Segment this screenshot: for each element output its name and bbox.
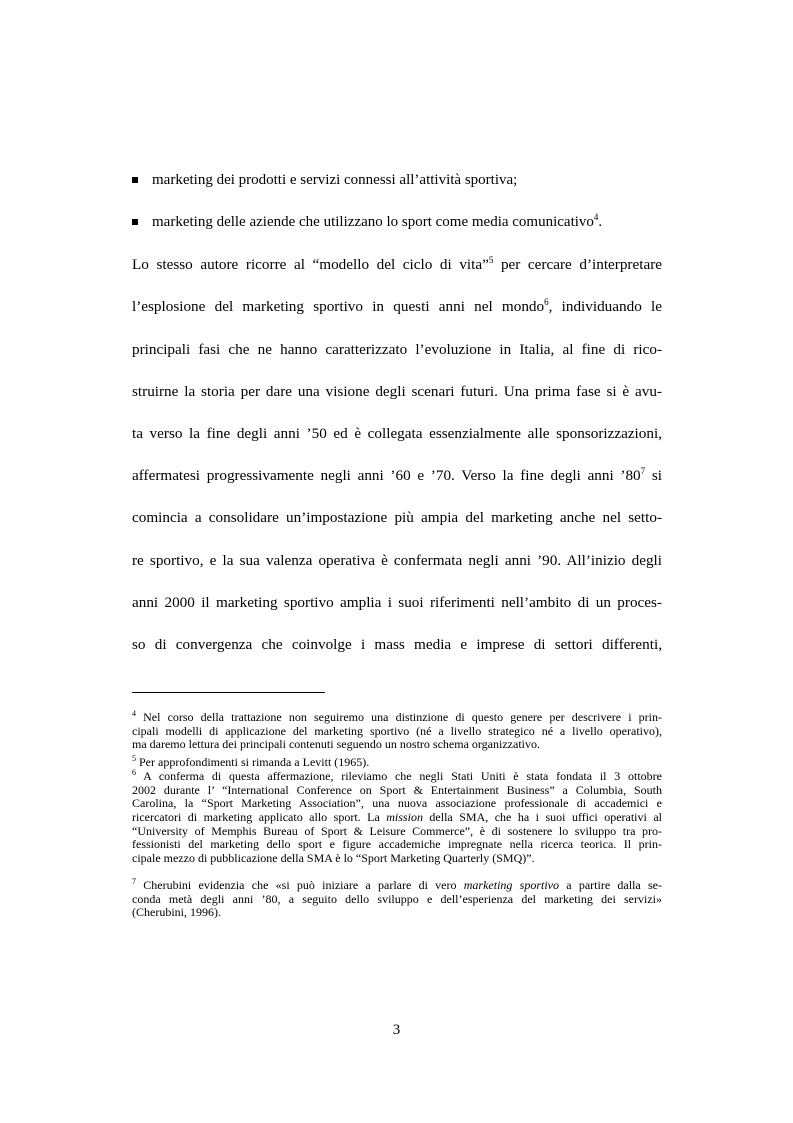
footnote-number: 7: [132, 877, 136, 886]
footnote-number: 4: [132, 709, 136, 718]
footnote-ref-5: 5: [488, 255, 494, 265]
footnote-separator: [132, 692, 325, 693]
body-line-5: ta verso la fine degli anni ’50 ed è collegata essenzialmente alle sponsorizzazioni,: [132, 425, 662, 442]
footnote-7: $^7$ Cherubini evidenzia che «si può iniziare a parlare di vero marketing sportivo a partire dalla se- conda metà degli anni ’80, a seguito dello sviluppo e dell’esperienza del marketing dei servizi» (Cherubini, 1996).: [132, 877, 662, 920]
body-line-1: Lo stesso autore ricorre al “modello del ciclo di vita”$^5$ per cercare d’interpretare: [132, 255, 662, 273]
footnote-4: $^4$ Nel corso della trattazione non seguiremo una distinzione di questo genere per descrivere i prin- cipali modelli di applicazione del marketing sportivo (né a livello strategico né a livello operativo), ma daremo lettura dei principali contenuti seguendo un nostro schema organizzativo.: [132, 709, 662, 752]
bullet-text-2: marketing delle aziende che utilizzano lo sport come media comunicativo$^4$.: [152, 212, 603, 230]
bullet-text-1: marketing dei prodotti e servizi connessi all’attività sportiva;: [152, 172, 518, 188]
footnote-ref-4: 4: [593, 212, 599, 222]
footnote-number: 6: [132, 768, 136, 777]
square-bullet-icon: [132, 219, 138, 225]
body-line-10: so di convergenza che coinvolge i mass media e imprese di settori differenti,: [132, 636, 662, 653]
body-line-2: l’esplosione del marketing sportivo in questi anni nel mondo$^6$, individuando le: [132, 297, 662, 315]
body-line-4: struirne la storia per dare una visione degli scenari futuri. Una prima fase si è avu-: [132, 383, 662, 400]
body-line-8: re sportivo, e la sua valenza operativa è confermata negli anni ’90. All’inizio degli: [132, 552, 662, 569]
body-line-6: affermatesi progressivamente negli anni ’60 e ’70. Verso la fine degli anni $’80^7$ si: [132, 466, 662, 484]
body-line-9: anni 2000 il marketing sportivo amplia i suoi riferimenti nell’ambito di un proces-: [132, 594, 662, 611]
footnote-number: 5: [132, 754, 136, 763]
footnote-ref-7: 7: [640, 466, 646, 476]
page-number: 3: [392, 1022, 401, 1038]
body-line-3: principali fasi che ne hanno caratterizzato l’evoluzione in Italia, al fine di rico-: [132, 341, 662, 358]
footnote-6: $^6$ A conferma di questa affermazione, rileviamo che negli Stati Uniti è stata fondata il 3 ottobre 2002 durante l’ “International Conference on Sport & Entertainment Business” a Columbia, South Carolina, la “Sport Marketing Association”, una nuova associazione professionale di accademici e ricercatori di marketing applicato allo sport. La mission della SMA, che ha i suoi uffici operativi al “University of Memphis Bureau of Sport & Leisure Commerce”, è di sostenere lo sviluppo tra pro- fessionisti del marketing dello sport e figure accademiche impregnate nella ricerca teorica. Il prin- cipale mezzo di pubblicazione della SMA è lo “Sport Marketing Quarterly (SMQ)”.: [132, 768, 662, 866]
body-line-7: comincia a consolidare un’impostazione più ampia del marketing anche nel setto-: [132, 509, 662, 526]
square-bullet-icon: [132, 177, 138, 183]
footnote-5: $^5$ Per approfondimenti si rimanda a Levitt (1965).: [132, 754, 370, 769]
footnote-ref-6: 6: [544, 297, 549, 307]
